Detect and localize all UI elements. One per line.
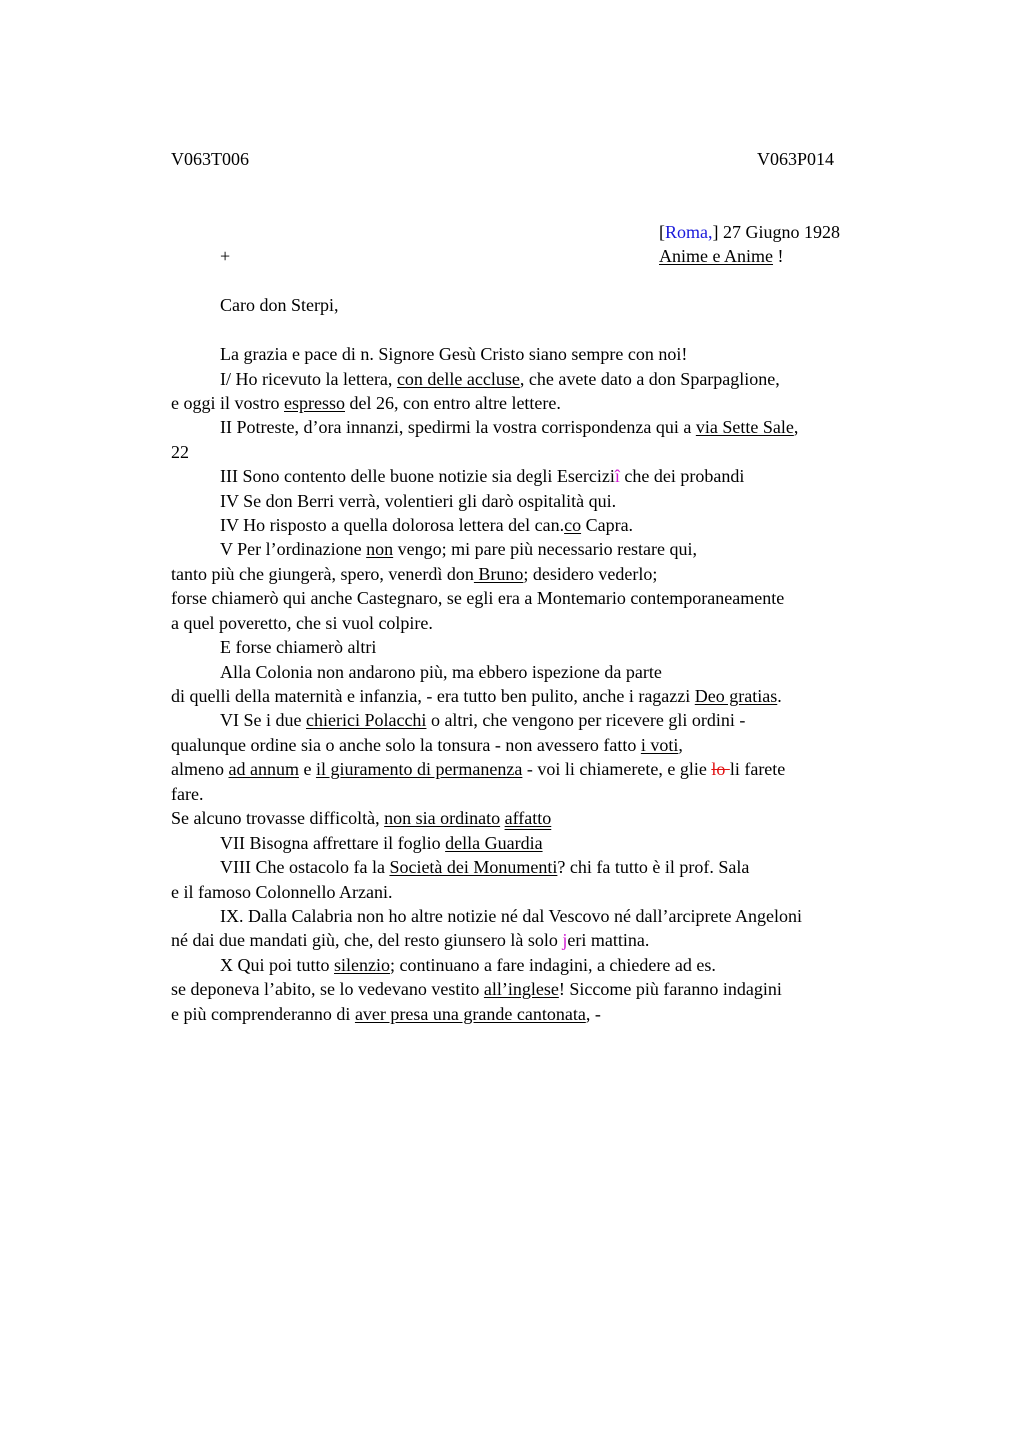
text-run: almeno <box>171 759 229 779</box>
text-run: Se alcuno trovasse difficoltà, <box>171 808 385 828</box>
underlined-text: con delle accluse <box>396 369 520 389</box>
letter-line <box>171 757 785 781</box>
text-run: VI Se i due <box>220 710 306 730</box>
underlined-text: co <box>564 515 582 535</box>
letter-line <box>220 537 697 561</box>
text-run: , - <box>585 1004 601 1024</box>
text-run: li farete <box>729 759 786 779</box>
salutation: Caro don Sterpi, <box>220 295 339 315</box>
underlined-text: Società dei Monumenti <box>389 857 558 877</box>
dateline-open-bracket: [ <box>659 222 665 242</box>
underlined-text: silenzio <box>334 955 391 975</box>
text-run: V Per l’ordinazione <box>220 539 367 559</box>
text-run: di quelli della maternità e infanzia, - era tutto ben pulito, anche i ragazzi <box>171 686 695 706</box>
letter-line <box>171 391 561 415</box>
letter-line: Alla Colonia non andarono più, ma ebbero ispezione da parte <box>220 662 662 682</box>
text-run: II Potreste, d’ora innanzi, spedirmi la vostra corrispondenza qui a <box>220 417 696 437</box>
underlined-text: della Guardia <box>445 833 543 853</box>
letter-line <box>171 806 551 830</box>
letter-line <box>220 855 749 879</box>
letter-line <box>171 977 782 1001</box>
letter-line: La grazia e pace di n. Signore Gesù Cristo siano sempre con noi! <box>220 344 688 364</box>
text-run: che dei probandi <box>619 466 745 486</box>
motto-text: Anime e Anime <box>659 246 773 266</box>
text-run: del 26, con entro altre lettere. <box>345 393 561 413</box>
text-run: I/ Ho ricevuto la lettera, <box>220 369 397 389</box>
text-run: , <box>678 735 683 755</box>
struck-text: lo <box>711 759 730 779</box>
dateline-place: Roma, <box>665 222 713 242</box>
underlined-text: i voti <box>640 735 679 755</box>
underlined-text: ad annum <box>228 759 299 779</box>
letter-line: IV Se don Berri verrà, volentieri gli darò ospitalità qui. <box>220 491 617 511</box>
document-code-right: V063P014 <box>757 149 835 169</box>
text-run: e oggi il vostro <box>171 393 284 413</box>
text-run: , <box>793 417 799 437</box>
letter-line <box>171 1002 601 1026</box>
text-run: ; desidero vederlo; <box>523 564 658 584</box>
underlined-text: non sia ordinato <box>384 808 501 828</box>
letter-line <box>220 953 716 977</box>
letter-line <box>171 684 782 708</box>
text-run: Capra. <box>581 515 634 535</box>
text-run: ; continuano a fare indagini, a chiedere ad es. <box>390 955 716 975</box>
motto-tail: ! <box>772 246 784 266</box>
document-code-left: V063T006 <box>171 149 249 169</box>
letter-line <box>220 367 780 391</box>
double-underlined-text: affatto <box>504 808 552 828</box>
editorial-correction: j <box>562 930 568 950</box>
underlined-text: non <box>366 539 394 559</box>
text-run: o altri, che vengono per ricevere gli ordini - <box>426 710 746 730</box>
underlined-text: espresso <box>284 393 345 413</box>
editorial-correction: î <box>614 466 620 486</box>
letter-line <box>220 415 798 439</box>
text-run: se deponeva l’abito, se lo vedevano vestito <box>171 979 484 999</box>
text-run: né dai due mandati giù, che, del resto giunsero là solo <box>171 930 563 950</box>
text-run: tanto più che giungerà, spero, venerdì don <box>171 564 474 584</box>
text-run: qualunque ordine sia o anche solo la tonsura - non avessero fatto <box>171 735 641 755</box>
text-run: eri mattina. <box>567 930 650 950</box>
text-run: IV Ho risposto a quella dolorosa lettera del can. <box>220 515 565 535</box>
text-run: , che avete dato a don Sparpaglione, <box>519 369 780 389</box>
text-run: e <box>298 759 316 779</box>
cross-symbol: + <box>220 246 231 266</box>
letter-line <box>171 928 649 952</box>
underlined-text: chierici Polacchi <box>305 710 427 730</box>
underlined-text: Deo gratias <box>694 686 778 706</box>
letter-line <box>220 831 543 855</box>
dateline <box>659 220 840 244</box>
dateline-date: ] 27 Giugno 1928 <box>712 222 840 242</box>
letter-line <box>220 464 744 488</box>
letter-line <box>220 513 633 537</box>
text-run: III Sono contento delle buone notizie sia degli Esercizi <box>220 466 615 486</box>
letter-line: IX. Dalla Calabria non ho altre notizie né dal Vescovo né dall’arciprete Angeloni <box>220 906 802 926</box>
motto <box>659 244 783 268</box>
text-run: ! Siccome più faranno indagini <box>558 979 782 999</box>
letter-line: fare. <box>171 784 204 804</box>
text-run: e più comprenderanno di <box>171 1004 355 1024</box>
text-run: X Qui poi tutto <box>220 955 335 975</box>
text-run: VIII Che ostacolo fa la <box>220 857 390 877</box>
letter-line: 22 <box>171 442 189 462</box>
letter-line <box>220 708 745 732</box>
letter-line <box>171 562 657 586</box>
letter-line <box>171 733 683 757</box>
underlined-text: all’inglese <box>483 979 559 999</box>
underlined-text: aver presa una grande cantonata <box>354 1004 586 1024</box>
letter-line: forse chiamerò qui anche Castegnaro, se egli era a Montemario contemporaneamente <box>171 588 785 608</box>
letter-line: e il famoso Colonnello Arzani. <box>171 882 393 902</box>
underlined-text: Bruno <box>473 564 524 584</box>
underlined-text: via Sette Sale <box>695 417 794 437</box>
text-run: . <box>777 686 782 706</box>
letter-line: a quel poveretto, che si vuol colpire. <box>171 613 433 633</box>
text-run: vengo; mi pare più necessario restare qui, <box>393 539 698 559</box>
text-run: ? chi fa tutto è il prof. Sala <box>557 857 750 877</box>
text-run: VII Bisogna affrettare il foglio <box>220 833 446 853</box>
underlined-text: il giuramento di permanenza <box>315 759 523 779</box>
letter-line: E forse chiamerò altri <box>220 637 377 657</box>
text-run: - voi li chiamerete, e glie <box>522 759 712 779</box>
